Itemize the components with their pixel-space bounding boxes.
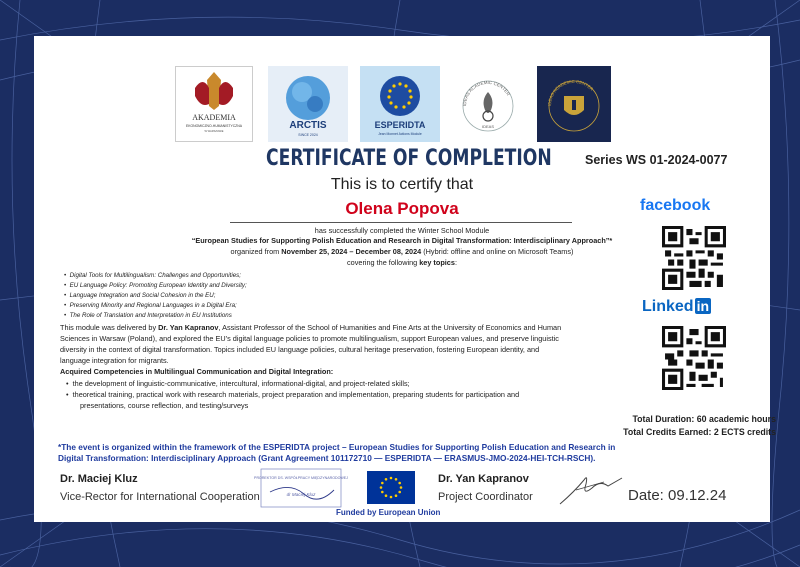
topic-item: • Language Integration and Social Cohesion in the EU; bbox=[64, 292, 216, 299]
facebook-qr-code[interactable] bbox=[662, 226, 726, 290]
stamp-text: PROREKTOR DS. WSPÓŁPRACY MIĘDZYNARODOWEJ bbox=[254, 476, 348, 480]
coordinator-signature bbox=[556, 470, 626, 508]
esperidta-logo bbox=[360, 66, 440, 142]
competency-text: theoretical training, practical work with research materials, project preparation and implementation, preparing students for participation and bbox=[72, 390, 520, 399]
competency-item: • the development of linguistic-communicative, intercultural, informational-digital, and project-related skills; bbox=[66, 379, 410, 388]
akademia-subtitle: EKONOMICZNO-HUMANISTYCZNA bbox=[186, 124, 242, 128]
footnote-line-1: *The event is organized within the framework of the ESPERIDTA project – European Studies for Supporting Polish Education and Research in bbox=[58, 442, 616, 452]
delivered-text: This module was delivered by bbox=[60, 323, 159, 332]
total-credits: Total Credits Earned: 2 ECTS credits bbox=[623, 427, 776, 437]
competency-text: the development of linguistic-communicative, intercultural, informational-digital, and project-related skills; bbox=[72, 379, 410, 388]
linkedin-text: Linked bbox=[642, 298, 694, 315]
akademia-title: AKADEMIA bbox=[192, 113, 236, 122]
key-topics-label: key topics bbox=[419, 258, 455, 267]
covering-line bbox=[34, 258, 770, 268]
ideas-ring-text: IDEAS ACADEMIC CENTER bbox=[461, 79, 511, 107]
arctis-since: SINCE 2024 bbox=[298, 133, 318, 137]
arctis-name: ARCTIS bbox=[289, 120, 327, 131]
ideas2-ring-text: IDEAS ACADEMIC CENTER bbox=[546, 78, 595, 107]
delivered-line: diversity in the context of digital transformation. Topics included EU language policies, cultural heritage preservation, fostering European identity, and bbox=[60, 345, 540, 354]
covering-suffix: : bbox=[454, 258, 457, 267]
total-duration: Total Duration: 60 academic hours bbox=[632, 414, 776, 424]
covering-prefix: covering the following bbox=[347, 258, 420, 267]
organized-prefix: organized from bbox=[230, 247, 282, 256]
competency-item: • theoretical training, practical work with research materials, project preparation and implementation, preparing students for participation and bbox=[66, 390, 520, 399]
organized-line bbox=[34, 247, 770, 257]
name-underline bbox=[230, 222, 572, 223]
akademia-city: W WARSZAWIE bbox=[204, 130, 224, 133]
module-dates: November 25, 2024 – December 08, 2024 bbox=[281, 247, 422, 256]
topic-text: Digital Tools for Multilingualism: Challenges and Opportunities; bbox=[69, 272, 241, 279]
delivered-line: language integration for migrants. bbox=[60, 356, 169, 365]
eu-flag-icon bbox=[367, 471, 415, 504]
certify-text: This is to certify that bbox=[330, 176, 474, 193]
competency-item: presentations, course reflection, and testing/surveys bbox=[80, 401, 249, 410]
right-signatory-name: Dr. Yan Kapranov bbox=[438, 473, 529, 485]
akademia-logo bbox=[175, 66, 253, 142]
competencies-heading: Acquired Competencies in Multilingual Communication and Digital Integration: bbox=[60, 367, 334, 376]
topic-item: • The Role of Translation and Interpretation in EU Institutions bbox=[64, 312, 232, 319]
delivered-line bbox=[60, 323, 561, 333]
ideas-academic-center-dark-logo bbox=[537, 66, 611, 142]
arctis-logo bbox=[268, 66, 348, 142]
certificate-paper bbox=[34, 36, 776, 522]
left-signatory-name: Dr. Maciej Kluz bbox=[60, 473, 138, 485]
topic-item: • Digital Tools for Multilingualism: Challenges and Opportunities; bbox=[64, 272, 241, 279]
topic-text: Language Integration and Social Cohesion in the EU; bbox=[69, 292, 216, 299]
topic-item: • Preserving Minority and Regional Languages in a Digital Era; bbox=[64, 302, 237, 309]
organized-suffix: (Hybrid: offline and online on Microsoft Teams) bbox=[421, 247, 574, 256]
stamp-signature: dr Maciej Kluz bbox=[286, 492, 316, 497]
esperidta-tagline: Jean Monnet Actions Module bbox=[378, 132, 422, 136]
topic-text: Preserving Minority and Regional Languages in a Digital Era; bbox=[69, 302, 237, 309]
module-title: “European Studies for Supporting Polish Education and Research in Digital Transformation: Interdisciplinary Approach”* bbox=[191, 236, 613, 245]
esperidta-name: ESPERIDTA bbox=[374, 120, 426, 130]
funded-by-eu: Funded by European Union bbox=[336, 508, 441, 517]
topic-text: The Role of Translation and Interpretation in EU Institutions bbox=[69, 312, 232, 319]
ideas-abbr: IDEAS bbox=[481, 124, 495, 129]
official-stamp bbox=[254, 468, 348, 508]
issue-date: Date: 09.12.24 bbox=[628, 487, 727, 504]
completed-text: has successfully completed the Winter School Module bbox=[314, 226, 490, 235]
footnote-line-2: Digital Transformation: Interdisciplinary Approach (Grant Agreement 101172710 — ESPERIDTA — ERASMUS-JMO-2024-HEI-TCH-RSCH). bbox=[58, 453, 596, 463]
delivered-text: , Assistant Professor of the School of Humanities and Fine Arts at the University of Economics and Human bbox=[218, 323, 562, 332]
linkedin-qr-code[interactable] bbox=[662, 326, 726, 390]
delivered-line: Sciences in Warsaw (Poland), and explored the EU’s digital language policies to promote multilingualism, support European values, and preserve linguistic bbox=[60, 334, 559, 343]
facebook-label[interactable]: facebook bbox=[640, 197, 711, 214]
right-signatory-role: Project Coordinator bbox=[438, 491, 533, 503]
linkedin-in-badge: in bbox=[696, 298, 710, 314]
linkedin-label[interactable] bbox=[642, 298, 711, 316]
lecturer-name: Dr. Yan Kapranov bbox=[158, 323, 219, 332]
topic-item: • EU Language Policy: Promoting European Identity and Diversity; bbox=[64, 282, 247, 289]
recipient-name: Olena Popova bbox=[345, 199, 459, 218]
series-number: Series WS 01-2024-0077 bbox=[585, 153, 728, 167]
left-signatory-role: Vice-Rector for International Cooperation bbox=[60, 491, 260, 503]
ideas-academic-center-logo bbox=[449, 66, 527, 142]
certificate-title: CERTIFICATE OF COMPLETION bbox=[266, 146, 552, 171]
topic-text: EU Language Policy: Promoting European Identity and Diversity; bbox=[69, 282, 247, 289]
